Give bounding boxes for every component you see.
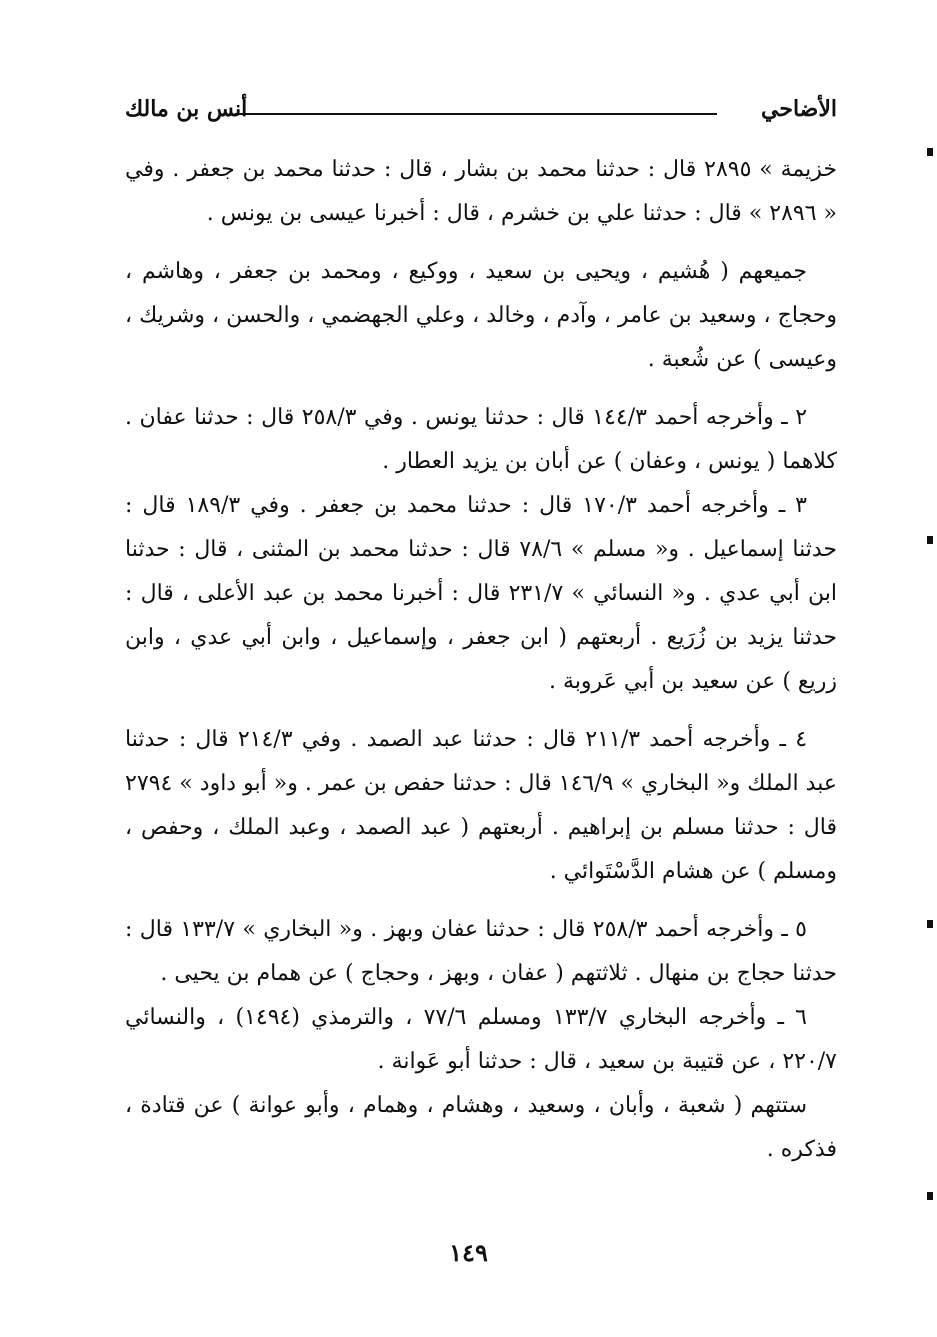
paragraph-8: ستتهم ( شعبة ، وأبان ، وسعيد ، وهشام ، وهمام ، وأبو عوانة ) عن قتادة ، فذكره . (125, 1093, 837, 1162)
edge-mark (927, 1192, 933, 1200)
page-number: ١٤٩ (449, 1238, 488, 1267)
paragraph-6: ٥ ـ وأخرجه أحمد ٢٥٨/٣ قال : حدثنا عفان وبهز . و« البخاري » ١٣٣/٧ قال : حدثنا حجاج بن منهال . ثلاثتهم ( عفان ، وبهز ، وحجاج ) عن همام بن يحيى . (125, 917, 837, 986)
paragraph-7: ٦ ـ وأخرجه البخاري ١٣٣/٧ ومسلم ٧٧/٦ ، والترمذي (١٤٩٤) ، والنسائي ٢٢٠/٧ ، عن قتيبة بن سعيد ، قال : حدثنا أبو عَوانة . (125, 1005, 837, 1074)
paragraph-2: جميعهم ( هُشيم ، ويحيى بن سعيد ، ووكيع ، ومحمد بن جعفر ، وهاشم ، وحجاج ، وسعيد بن عامر ، وآدم ، وخالد ، وعلي الجهضمي ، والحسن ، وشريك ، وعيسى ) عن شُعبة . (125, 259, 837, 372)
narrator-title: أنس بن مالك (125, 96, 248, 122)
paragraph-4: ٣ ـ وأخرجه أحمد ١٧٠/٣ قال : حدثنا محمد بن جعفر . وفي ١٨٩/٣ قال : حدثنا إسماعيل . و« مسلم » ٧٨/٦ قال : حدثنا محمد بن المثنى ، قال : حدثنا ابن أبي عدي . و« النسائي » ٢٣١/٧ قال : أخبرنا محمد بن عبد الأعلى ، قال : حدثنا يزيد بن زُرَيع . أربعتهم ( ابن جعفر ، وإسماعيل ، وابن أبي عدي ، وابن زريع ) عن سعيد بن أبي عَروبة . (125, 493, 838, 694)
running-header (125, 96, 837, 130)
paragraph-1: خزيمة » ٢٨٩٥ قال : حدثنا محمد بن بشار ، قال : حدثنا محمد بن جعفر . وفي « ٢٨٩٦ » قال : حدثنا علي بن خشرم ، قال : أخبرنا عيسى بن يونس . (125, 157, 837, 226)
chapter-title: الأضاحي (761, 96, 837, 122)
paragraph-3: ٢ ـ وأخرجه أحمد ١٤٤/٣ قال : حدثنا يونس . وفي ٢٥٨/٣ قال : حدثنا عفان . كلاهما ( يونس ، وعفان ) عن أبان بن يزيد العطار . (125, 405, 837, 474)
edge-mark (927, 536, 933, 544)
header-rule (235, 113, 717, 115)
edge-mark (927, 148, 933, 156)
body-text (125, 148, 837, 1172)
paragraph-5: ٤ ـ وأخرجه أحمد ٢١١/٣ قال : حدثنا عبد الصمد . وفي ٢١٤/٣ قال : حدثنا عبد الملك و« البخاري » ١٤٦/٩ قال : حدثنا حفص بن عمر . و« أبو داود » ٢٧٩٤ قال : حدثنا مسلم بن إبراهيم . أربعتهم ( عبد الصمد ، وعبد الملك ، وحفص ، ومسلم ) عن هشام الدَّسْتَوائي . (125, 727, 837, 884)
edge-mark (927, 920, 933, 928)
